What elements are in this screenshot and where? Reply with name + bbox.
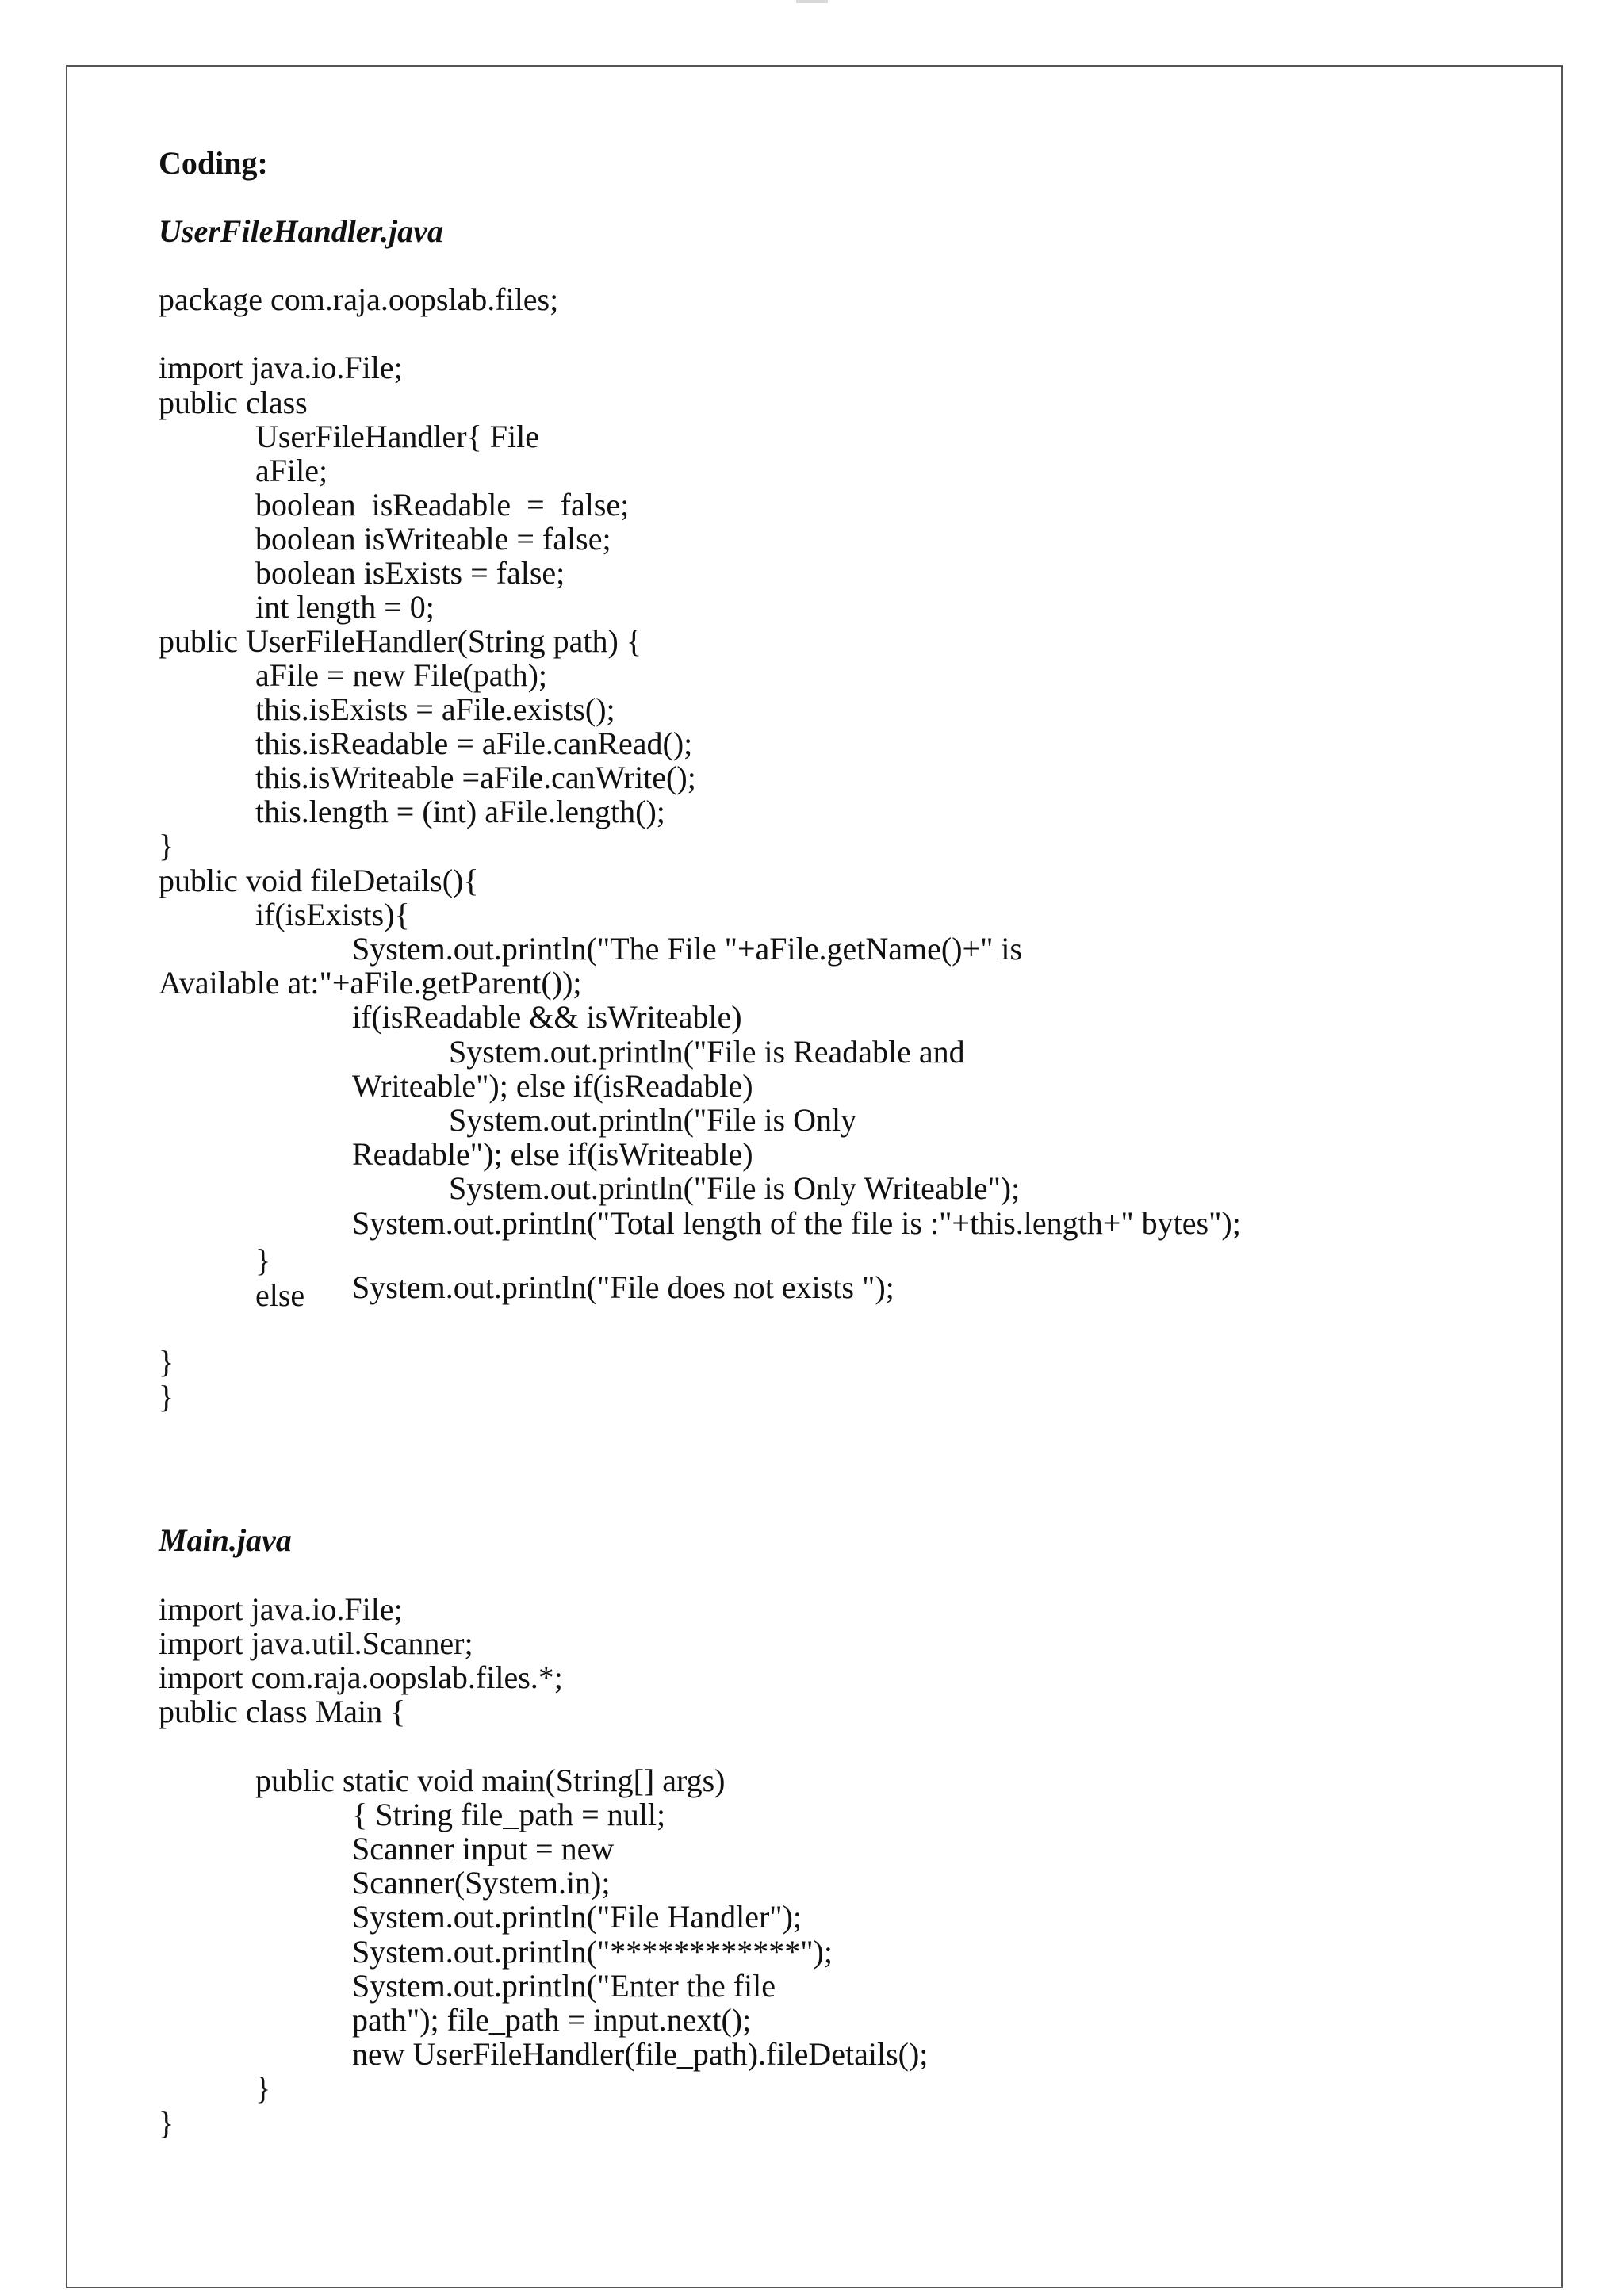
code-line: System.out.println("Total length of the file is :"+this.length+" bytes"); bbox=[352, 1205, 1241, 1241]
code-line: } bbox=[159, 2105, 174, 2141]
code-line: } bbox=[255, 1242, 271, 1278]
code-line: { String file_path = null; bbox=[352, 1797, 666, 1832]
code-line: Readable"); else if(isWriteable) bbox=[352, 1136, 753, 1172]
code-line: } bbox=[255, 2070, 271, 2106]
code-line: path"); file_path = input.next(); bbox=[352, 2002, 752, 2038]
code-line: System.out.println("File does not exists "); bbox=[352, 1269, 894, 1305]
code-line: this.isExists = aFile.exists(); bbox=[255, 691, 615, 727]
code-line: if(isReadable && isWriteable) bbox=[352, 999, 742, 1035]
code-line: Writeable"); else if(isReadable) bbox=[352, 1068, 753, 1104]
code-line: this.isWriteable =aFile.canWrite(); bbox=[255, 760, 696, 795]
code-line: } bbox=[159, 1379, 174, 1414]
coding-heading: Coding: bbox=[159, 145, 268, 181]
code-line: boolean isReadable = false; bbox=[255, 487, 630, 523]
code-line: import com.raja.oopslab.files.*; bbox=[159, 1659, 563, 1695]
code-line: Scanner input = new bbox=[352, 1831, 615, 1866]
code-line: new UserFileHandler(file_path).fileDetails(); bbox=[352, 2036, 929, 2072]
code-line: Available at:"+aFile.getParent()); bbox=[159, 965, 582, 1001]
code-line: this.isReadable = aFile.canRead(); bbox=[255, 725, 693, 761]
code-line: boolean isExists = false; bbox=[255, 555, 565, 591]
page-top-mark bbox=[796, 0, 828, 3]
code-line: import java.io.File; bbox=[159, 350, 403, 385]
code-line: UserFileHandler{ File bbox=[255, 419, 540, 454]
code-line: else bbox=[255, 1277, 305, 1313]
code-line: public class Main { bbox=[159, 1694, 406, 1729]
code-line: public UserFileHandler(String path) { bbox=[159, 623, 642, 659]
code-line: } bbox=[159, 1344, 174, 1380]
code-line: aFile; bbox=[255, 453, 328, 488]
code-line: int length = 0; bbox=[255, 589, 435, 625]
code-line: aFile = new File(path); bbox=[255, 657, 548, 693]
code-line: public class bbox=[159, 385, 308, 420]
code-line: System.out.println("File is Only Writeable"); bbox=[449, 1170, 1021, 1206]
code-line: System.out.println("Enter the file bbox=[352, 1968, 776, 2004]
file-title-userfilehandler: UserFileHandler.java bbox=[159, 213, 443, 249]
code-line: public void fileDetails(){ bbox=[159, 863, 479, 898]
code-line: System.out.println("************"); bbox=[352, 1934, 833, 1970]
code-line: import java.io.File; bbox=[159, 1591, 403, 1627]
code-line: package com.raja.oopslab.files; bbox=[159, 281, 559, 317]
code-line: Scanner(System.in); bbox=[352, 1865, 611, 1901]
code-line: if(isExists){ bbox=[255, 897, 410, 932]
code-line: System.out.println("File is Only bbox=[449, 1102, 857, 1138]
code-line: this.length = (int) aFile.length(); bbox=[255, 794, 665, 829]
code-line: System.out.println("The File "+aFile.getName()+" is bbox=[352, 931, 1023, 967]
code-line: System.out.println("File is Readable and bbox=[449, 1034, 965, 1070]
code-line: public static void main(String[] args) bbox=[255, 1763, 726, 1798]
code-line: boolean isWriteable = false; bbox=[255, 521, 611, 557]
code-line: import java.util.Scanner; bbox=[159, 1625, 473, 1661]
code-line: System.out.println("File Handler"); bbox=[352, 1899, 802, 1935]
file-title-main: Main.java bbox=[159, 1522, 292, 1558]
code-line: } bbox=[159, 828, 174, 863]
